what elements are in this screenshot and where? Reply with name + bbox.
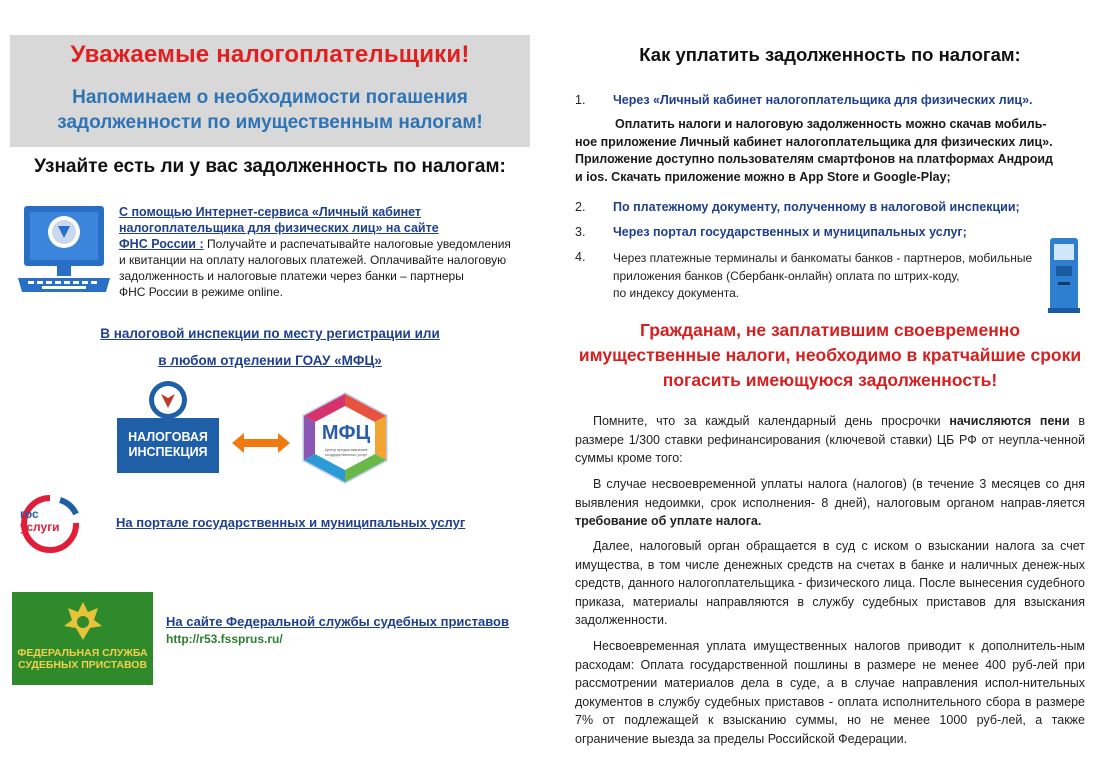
court-paragraph: Далее, налоговый орган обращается в суд с иском о взыскании налога за счет имущества, в том числе денежных средств на счетах в банке и наличных денеж-ных средств, данного налогоплательщика - физического лица. После вынесения судебного приказа, материалы направляются в службу судебных приставов для взыскания задолженности. — [575, 539, 1085, 627]
gosuslugi-logo-text: гос услуги — [20, 507, 60, 534]
personal-account-service: С помощью Интернет-сервиса «Личный кабинет налогоплательщика для физических лиц» на сайте ФНС России : Получайте и распечатывайте налоговые уведомления и квитанции на оплату налоговых платежей. Оплачивайте налоговую задолженность и налоговые платежи через банки – партнеры ФНС России в режиме online. — [119, 204, 529, 300]
pay-option-personal-account: Через «Личный кабинет налогоплательщика для физических лиц». — [613, 93, 1033, 107]
personal-account-link-line2[interactable]: налогоплательщика для физических лиц» на сайте — [119, 221, 439, 235]
check-debt-heading: Узнайте есть ли у вас задолженность по налогам: — [34, 156, 506, 177]
tax-inspection-badge: НАЛОГОВАЯ ИНСПЕКЦИЯ — [117, 418, 219, 473]
pay-option-gosuslugi: Через портал государственных и муниципальных услуг; — [613, 225, 967, 239]
item-number: 1. — [575, 93, 586, 107]
fssp-logo-text: ФЕДЕРАЛЬНАЯ СЛУЖБА СУДЕБНЫХ ПРИСТАВОВ — [17, 647, 148, 671]
banner-subtitle: Напоминаем о необходимости погашения задолженности по имущественным налогам! — [57, 87, 483, 133]
warning-message: Гражданам, не заплатившим своевременно имущественные налоги, необходимо в кратчайшие сроки погасить имеющуюся задолженность! — [578, 320, 1082, 390]
mobile-app-paragraph: Оплатить налоги и налоговую задолженность можно скачав мобиль- ное приложение Личный кабинет налогоплательщика для физических лиц». Приложение доступно пользователям смартфонов на платформах Андроид и ios. Скачать приложение можно в App Store и Google-Play; — [575, 117, 1053, 184]
item-number: 4. — [575, 250, 586, 264]
extra-costs-paragraph: Несвоевременная уплата имущественных налогов приводит к дополнитель-ным расходам: Оплата государственной пошлины в размере не менее 400 руб-лей при рассмотрении материалов дела в суде, а в случае направления испол-нительных документов в службу судебных приставов - оплата исполнительного сбора в размере 7% от подлежащей к взысканию суммы, но не менее 1000 руб-лей, а также ограничение выезда за пределы Российской Федерации. — [575, 639, 1085, 746]
item-number: 3. — [575, 225, 586, 239]
tax-demand-paragraph: В случае несвоевременной уплаты налога (налогов) (в течение 3 месяцев со дня выявления недоимки, срок исполнения- 8 дней), налоговым органом направ-ляется требование об уплате налога. — [575, 477, 1085, 528]
personal-account-link[interactable]: С помощью Интернет-сервиса «Личный кабинет — [119, 205, 422, 219]
header-banner — [10, 35, 530, 147]
tax-office-link[interactable]: В налоговой инспекции по месту регистрации или — [100, 326, 440, 341]
gosuslugi-link[interactable]: На портале государственных и муниципальных услуг — [116, 515, 466, 530]
item-number: 2. — [575, 200, 586, 214]
mfc-small-text: Центр предоставления государственных услуг — [324, 447, 368, 457]
banner-title: Уважаемые налогоплательщики! — [70, 41, 470, 68]
how-to-pay-title: Как уплатить задолженность по налогам: — [639, 44, 1021, 65]
mfc-label: МФЦ — [321, 422, 371, 444]
pay-option-tax-document: По платежному документу, полученному в налоговой инспекции; — [613, 200, 1020, 214]
computer-icon — [14, 204, 114, 296]
penalty-paragraph: Помните, что за каждый календарный день просрочки начисляются пени в размере 1/300 ставки рефинансирования (ключевой ставки) ЦБ РФ от неупла-ченной суммы кроме того: — [575, 414, 1085, 465]
mfc-link[interactable]: в любом отделении ГОАУ «МФЦ» — [158, 353, 382, 368]
payment-terminal-icon — [1044, 236, 1084, 314]
double-arrow-icon — [232, 432, 290, 454]
fssp-emblem-icon — [58, 598, 108, 644]
fns-emblem-icon — [148, 380, 188, 420]
pay-option-terminals: Через платежные терминалы и банкоматы банков - партнеров, мобильные приложения банков (Сбербанк-онлайн) оплата по штрих-коду, по индексу документа. — [613, 251, 1033, 300]
fssp-url[interactable]: http://r53.fssprus.ru/ — [166, 632, 283, 646]
fssp-link[interactable]: На сайте Федеральной службы судебных приставов — [166, 614, 509, 629]
fns-link[interactable]: ФНС России : — [119, 237, 204, 251]
